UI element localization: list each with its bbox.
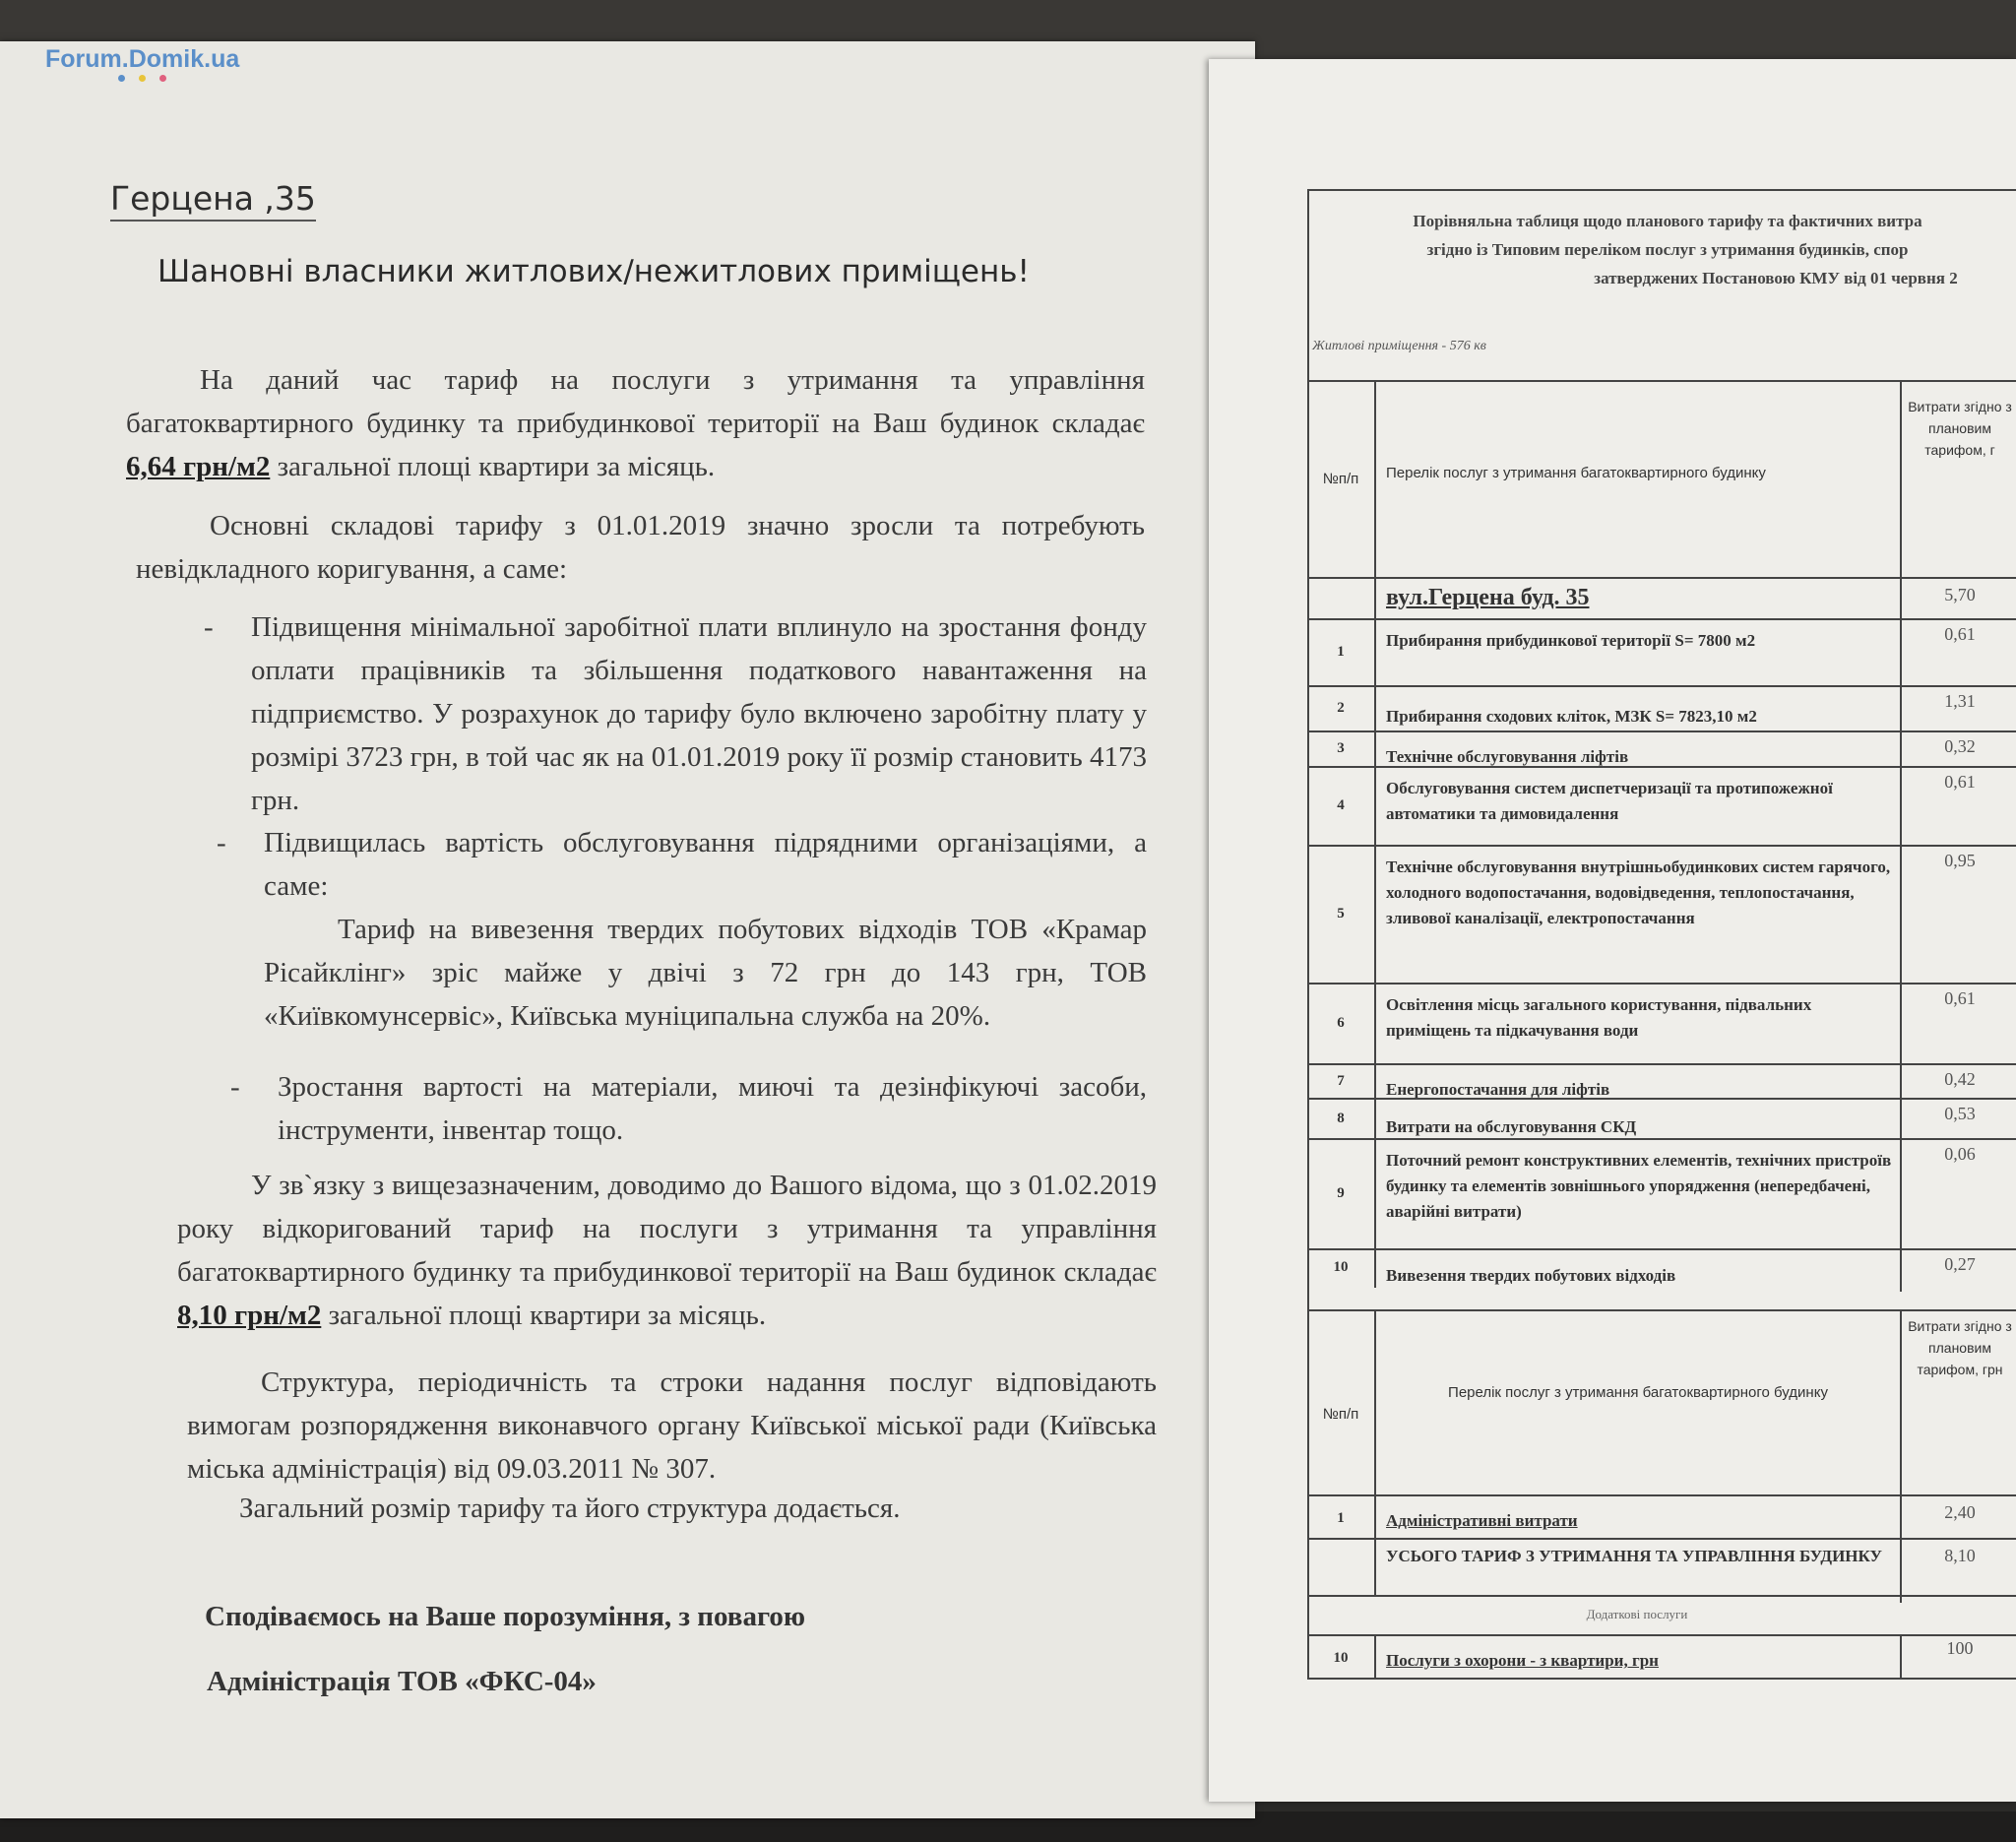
table-row [1307, 766, 2016, 847]
notice-heading: Шановні власники житлових/нежитлових приміщень! [158, 254, 1030, 289]
row-number: 3 [1337, 740, 1345, 756]
address-title: Герцена ,35 [110, 179, 316, 222]
row-service-name: Витрати на обслуговування СКД [1374, 1100, 1900, 1140]
row-value: 0,27 [1900, 1250, 2016, 1292]
row-number: 4 [1337, 797, 1345, 813]
row-value: 0,32 [1900, 732, 2016, 772]
table-row-total: УСЬОГО ТАРИФ З УТРИМАННЯ ТА УПРАВЛІННЯ БУДИНКУ 8,10 [1307, 1538, 2016, 1597]
table-column-header: №п/п Перелік послуг з утримання багатоквартирного будинку Витрати згідно з плановим тарифом, г [1307, 380, 2016, 579]
row-service-name: Вивезення твердих побутових відходів [1374, 1250, 1900, 1288]
watermark-logo: Forum.Domik.ua [45, 45, 240, 73]
row-value: 0,06 [1900, 1140, 2016, 1254]
notice-sheet [0, 41, 1255, 1818]
paragraph-new-tariff: У зв`язку з вищезазначеним, доводимо до Вашого відома, що з 01.02.2019 року відкоригований тариф на послуги з утримання та управління багатоквартирного будинку та прибудинкової території на Ваш будинок складає 8,10 грн/м2 загальної площі квартири за місяць. [177, 1170, 1157, 1331]
row-value: 0,95 [1900, 847, 2016, 988]
table-row [1307, 618, 2016, 687]
table-header: Порівняльна таблиця щодо планового тарифу та фактичних витра згідно із Типовим переліком послуг з утримання будинків, спор затверджених Постановою КМУ від 01 червня 2 [1413, 212, 1958, 287]
table-row [1307, 1098, 2016, 1140]
table-row [1307, 845, 2016, 985]
row-value: 0,53 [1900, 1100, 2016, 1144]
row-number: 6 [1337, 1015, 1345, 1031]
row-service-name: Обслуговування систем диспетчеризації та протипожежної автоматики та димовидалення [1374, 768, 1900, 847]
row-value: 1,31 [1900, 687, 2016, 736]
table-subheading: Житлові приміщення - 576 кв [1312, 339, 1486, 353]
row-service-name: Прибирання сходових кліток, МЗК S= 7823,10 м2 [1374, 687, 1900, 732]
table-row [1307, 685, 2016, 732]
row-service-name: Освітлення місць загального користування, підвальних приміщень та підкачування води [1374, 985, 1900, 1065]
table-row-extra-heading: Додаткові послуги [1307, 1595, 2016, 1636]
paragraph-attached: Загальний розмір тарифу та його структура додається. [239, 1493, 901, 1524]
table-row [1307, 983, 2016, 1065]
bullet-materials: - Зростання вартості на матеріали, миючі та дезінфікуючі засоби, інструменти, інвентар тощо. [230, 1071, 1147, 1146]
table-row-guard: 10 Послуги з охорони - з квартири, грн 100 [1307, 1634, 2016, 1680]
row-number: 8 [1337, 1110, 1345, 1126]
row-service-name: Технічне обслуговування внутрішньобудинкових систем гарячого, холодного водопостачання, водовідведення, теплопостачання, зливової каналізації, електропостачання [1374, 847, 1900, 985]
row-value: 0,42 [1900, 1065, 2016, 1104]
row-service-name: Технічне обслуговування ліфтів [1374, 732, 1900, 768]
table-column-header-2: №п/п Перелік послуг з утримання багатоквартирного будинку Витрати згідно з плановим тарифом, грн [1307, 1309, 2016, 1496]
watermark-dots [118, 75, 166, 82]
row-number: 7 [1337, 1073, 1345, 1089]
row-value: 0,61 [1900, 768, 2016, 851]
row-service-name: Енергопостачання для ліфтів [1374, 1065, 1900, 1100]
table-row-admin: 1 Адміністративні витрати 2,40 [1307, 1494, 2016, 1540]
paragraph-regulation: Структура, періодичність та строки надання послуг відповідають вимогам розпорядження виконавчого органу Київської міської ради (Київська міська адміністрація) від 09.03.2011 № 307. [187, 1366, 1157, 1485]
row-number: 10 [1333, 1259, 1349, 1275]
row-service-name: Поточний ремонт конструктивних елементів, технічних пристроїв будинку та елементів зовнішнього упорядження (непередбачені, аварійні витрати) [1374, 1140, 1900, 1250]
row-number: 1 [1337, 644, 1345, 660]
signature-company: Адміністрація ТОВ «ФКС-04» [207, 1666, 597, 1697]
row-value: 0,61 [1900, 620, 2016, 691]
table-row-address: вул.Герцена буд. 35 5,70 [1307, 577, 2016, 620]
table-row [1307, 1063, 2016, 1100]
bullet-min-wage: - Підвищення мінімальної заробітної плати вплинуло на зростання фонду оплати працівників та збільшення податкового навантаження на підприємство. У розрахунок до тарифу було включено заробітну плату у розмірі 3723 грн, в той час як на 01.01.2019 року її розмір становить 4173 грн. [204, 611, 1147, 816]
bullet-contractors: - Підвищилась вартість обслуговування підрядними організаціями, а саме: [217, 827, 1147, 902]
row-value: 0,61 [1900, 985, 2016, 1069]
paragraph-waste-tariff: Тариф на вивезення твердих побутових відходів ТОВ «Крамар Рісайклінг» зріс майже у двічі з 72 грн до 143 грн, ТОВ «Київкомунсервіс», Київська муніципальна служба на 20%. [264, 914, 1147, 1032]
row-number: 9 [1337, 1185, 1345, 1201]
new-tariff-value: 8,10 грн/м2 [177, 1300, 322, 1331]
row-number: 2 [1337, 700, 1345, 716]
table-row [1307, 1138, 2016, 1250]
row-service-name: Прибирання прибудинкової території S= 7800 м2 [1374, 620, 1900, 687]
paragraph-components: Основні складові тарифу з 01.01.2019 значно зросли та потребують невідкладного коригування, а саме: [136, 510, 1145, 585]
paragraph-current-tariff: На даний час тариф на послуги з утримання та управління багатоквартирного будинку та прибудинкової території на Ваш будинок складає 6,64 грн/м2 загальної площі квартири за місяць. [126, 364, 1145, 482]
table-row [1307, 1248, 2016, 1288]
current-tariff-value: 6,64 грн/м2 [126, 451, 271, 482]
row-number: 5 [1337, 906, 1345, 921]
table-row [1307, 730, 2016, 768]
closing-line: Сподіваємось на Ваше порозуміння, з повагою [205, 1601, 806, 1632]
